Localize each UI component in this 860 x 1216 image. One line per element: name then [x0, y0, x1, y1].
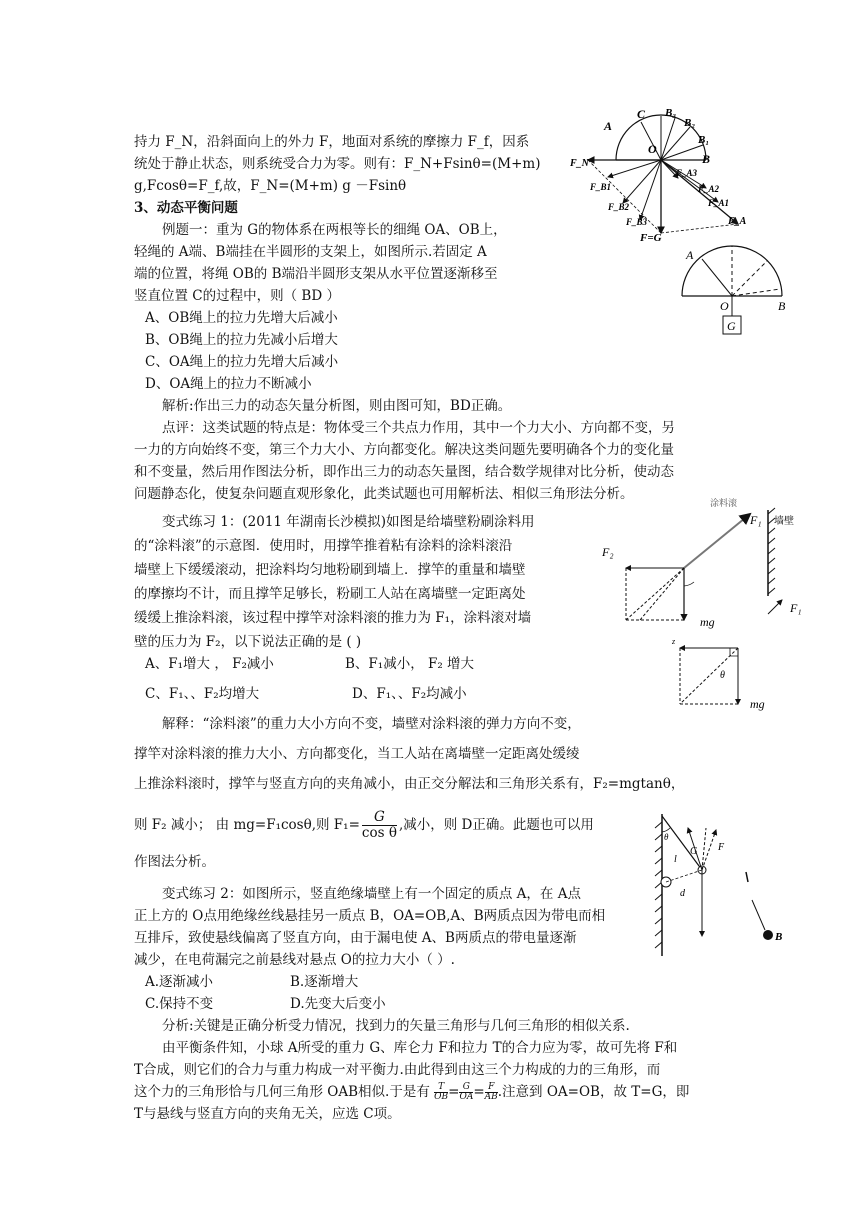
formula-line: [134, 810, 594, 841]
fig2-label-b: B: [778, 299, 786, 313]
text-line: 竖直位置 C的过程中，则（ BD ）: [134, 288, 340, 304]
fraction-numerator: F: [485, 1083, 498, 1093]
text-line: 上推涂料滚时，撑竿与竖直方向的夹角减小，由正交分解法和三角形关系有，F₂=mgtanθ，: [134, 776, 685, 792]
fig1-label-fa2: F_A2: [698, 184, 720, 194]
fig1-label-fb2: F_B2: [608, 202, 630, 212]
fraction-denominator: OB: [434, 1092, 449, 1102]
option: C、OA绳上的拉力先增大后减小: [145, 354, 339, 370]
option: A、OB绳上的拉力先增大后减小: [145, 310, 338, 326]
formula-text: ,减小，则 D正确。此题也可以用: [398, 817, 594, 833]
option: C.保持不变: [145, 996, 214, 1012]
fig3-label-top: 涂料滚: [710, 498, 738, 508]
fig1-label-b2: B₂: [684, 117, 696, 129]
option: D、OA绳上的拉力不断减小: [145, 376, 312, 392]
fig5-label-g: G: [690, 846, 698, 857]
fig2-label-g: G: [727, 319, 736, 333]
fig1-label-fn: F_N: [570, 158, 589, 169]
fig5-label-d: d: [680, 888, 685, 899]
fig1-label-fb3: F_B3: [626, 217, 648, 227]
fig4-label-z: z: [672, 637, 676, 646]
text-line: 点评：这类试题的特点是：物体受三个共点力作用，其中一个力大小、方向都不变，另: [162, 420, 675, 436]
formula-line: 这个力的三角形恰与几何三角形 OAB相似.于是有 $\frac{T}{OB}=$ $\frac{G}{OA}=$ $\frac{F}{AB}$.注意到 OA=OB，故 T=G，即: [134, 1082, 690, 1102]
text-line: T与悬线与竖直方向的夹角无关，应选 C项。: [134, 1106, 401, 1122]
option: B.逐渐增大: [290, 974, 359, 990]
text-line: 端的位置，将绳 OB的 B端沿半圆形支架从水平位置逐渐移至: [134, 266, 498, 282]
text-line: 持力 F_N，沿斜面向上的外力 F，地面对系统的摩擦力 F_f，因系: [134, 134, 530, 150]
option: D、F₁、、F₂均减小: [352, 686, 467, 702]
text-line: 分析:关键是正确分析受力情况，找到力的矢量三角形与几何三角形的相似关系.: [162, 1018, 630, 1034]
fig4-label-theta: θ: [720, 670, 725, 681]
text-line: 解释：“涂料滚”的重力大小方向不变，墙壁对涂料滚的弹力方向不变，: [162, 716, 581, 732]
text-line: 作图法分析。: [134, 854, 215, 870]
fig1-label-fg: F=G: [640, 232, 662, 244]
fraction: [434, 1083, 448, 1102]
text-line: 和不变量，然后用作图法分析，即作出三力的动态矢量图，结合数学规律对比分析，使动态: [134, 464, 674, 480]
fraction: [362, 810, 397, 841]
fraction: [459, 1083, 473, 1102]
option: C、F₁、、F₂均增大: [145, 686, 260, 702]
fig5-label-theta: θ: [664, 832, 669, 842]
option: A.逐渐减小: [145, 974, 214, 990]
fraction-denominator: AB: [484, 1092, 498, 1102]
text-line: 正上方的 O点用绝缘丝线悬挂另一质点 B，OA=OB,A、B两质点因为带电而相: [134, 908, 606, 924]
text-line: T合成，则它们的合力与重力构成一对平衡力.由此得到由这三个力构成的力的三角形，而: [134, 1062, 661, 1078]
section-heading: 3、动态平衡问题: [134, 200, 238, 216]
fig1-label-b: B: [702, 152, 711, 166]
fig3-label-f1b: F₁: [790, 601, 802, 615]
fig1-label-fa: F_A: [728, 216, 747, 227]
fig3-label-f2: F₂: [602, 545, 614, 559]
fig5-label-b: B: [775, 931, 783, 943]
text-line: 例题一：重为 G的物体系在两根等长的细绳 OA、OB上，: [162, 222, 507, 238]
fig5-label-l: l: [674, 854, 677, 865]
fraction-denominator: OA: [459, 1092, 474, 1102]
fig1-label-fa3: F_A3: [676, 168, 698, 178]
option: B、F₁减小， F₂ 增大: [345, 656, 475, 672]
text-line: 壁的压力为 F₂，以下说法正确的是 ( ): [134, 634, 362, 650]
semicircle-support-figure: [672, 244, 802, 340]
formula-text: 则 F₂ 减小； 由 mg=F₁cosθ,则 F₁=: [134, 817, 360, 833]
text-line: g,Fcosθ=F_f,故，F_N=(M+m) g －Fsinθ: [134, 178, 407, 194]
fig1-label-fb1: F_B1: [590, 182, 612, 192]
text-line: 一力的方向始终不变，第三个力大小、方向都变化。解决这类问题先要明确各个力的变化量: [134, 442, 674, 458]
fig2-label-a: A: [686, 248, 694, 262]
text-line: 互排斥，致使悬线偏离了竖直方向，由于漏电使 A、B两质点的带电量逐渐: [134, 930, 577, 946]
text-line: 变式练习 2：如图所示，竖直绝缘墙壁上有一个固定的质点 A，在 A点: [162, 886, 581, 902]
formula-text: 这个力的三角形恰与几何三角形 OAB相似.于是有: [134, 1084, 430, 1100]
text-line: 墙壁上下缓缓滚动，把涂料均匀地粉刷到墙上．撑竿的重量和墙壁: [134, 562, 526, 578]
fig1-label-b3: B₃: [665, 107, 677, 119]
text-line: 的“涂料滚”的示意图．使用时，用撑竿推着粘有涂料的涂料滚沿: [134, 538, 513, 554]
fraction: [485, 1083, 498, 1102]
option: A、F₁增大 ， F₂减小: [145, 656, 274, 672]
fig1-label-b1: B₁: [698, 134, 710, 146]
fig4-label-mg: mg: [750, 697, 765, 711]
text-line: 的摩擦均不计，而且撑竿足够长，粉刷工人站在离墙壁一定距离处: [134, 586, 526, 602]
fraction-denominator: cos θ: [361, 825, 397, 841]
fraction-numerator: T: [434, 1083, 448, 1093]
fig1-label-a: A: [604, 119, 613, 133]
vector-diagram-figure: [568, 100, 747, 244]
option: D.先变大后变小: [290, 996, 386, 1012]
fig1-label-fa1: F_A1: [708, 198, 730, 208]
text-line: 解析:作出三力的动态矢量分析图，则由图可知，BD正确。: [162, 398, 512, 414]
fig2-label-o: O: [720, 299, 729, 313]
text-line: 问题静态化，使复杂问题直观形象化，此类试题也可用解析法、相似三角形法分析。: [134, 486, 634, 502]
fig3-label-wall: 墙壁: [774, 516, 794, 527]
fig1-label-o: O: [648, 142, 657, 156]
text-line: 撑竿对涂料滚的推力大小、方向都变化，当工人站在离墙壁一定距离处缓绫: [134, 746, 580, 762]
text-line: 减少，在电荷漏完之前悬线对悬点 O的拉力大小（ ）.: [134, 952, 455, 968]
fraction-numerator: G: [459, 1083, 473, 1093]
formula-text: .注意到 OA=OB，故 T=G，即: [497, 1084, 690, 1100]
text-line: 统处于静止状态，则系统受合力为零。则有：F_N+Fsinθ=(M+m): [134, 156, 541, 172]
fraction-numerator: G: [362, 810, 397, 826]
text-line: 由平衡条件知，小球 A所受的重力 G、库仑力 F和拉力 T的合力应为零，故可先将 F和: [162, 1040, 678, 1056]
option: B、OB绳上的拉力先减小后增大: [145, 332, 338, 348]
text-line: 变式练习 1：(2011 年湖南长沙模拟)如图是给墙壁粉刷涂料用: [162, 514, 535, 530]
paint-roller-figure: [600, 496, 835, 636]
force-rectangle-figure: [672, 636, 792, 718]
text-line: 轻绳的 A端、B端挂在半圆形的支架上，如图所示.若固定 A: [134, 244, 487, 260]
fig3-label-mg: mg: [700, 615, 715, 629]
charged-spheres-figure: [652, 810, 792, 960]
fig1-label-c: C: [637, 107, 646, 121]
fig3-label-f1: F₁: [750, 513, 762, 527]
fig5-label-f: F: [718, 842, 725, 853]
text-line: 缓缓上推涂料滚，该过程中撑竿对涂料滚的推力为 F₁，涂料滚对墙: [134, 610, 532, 626]
